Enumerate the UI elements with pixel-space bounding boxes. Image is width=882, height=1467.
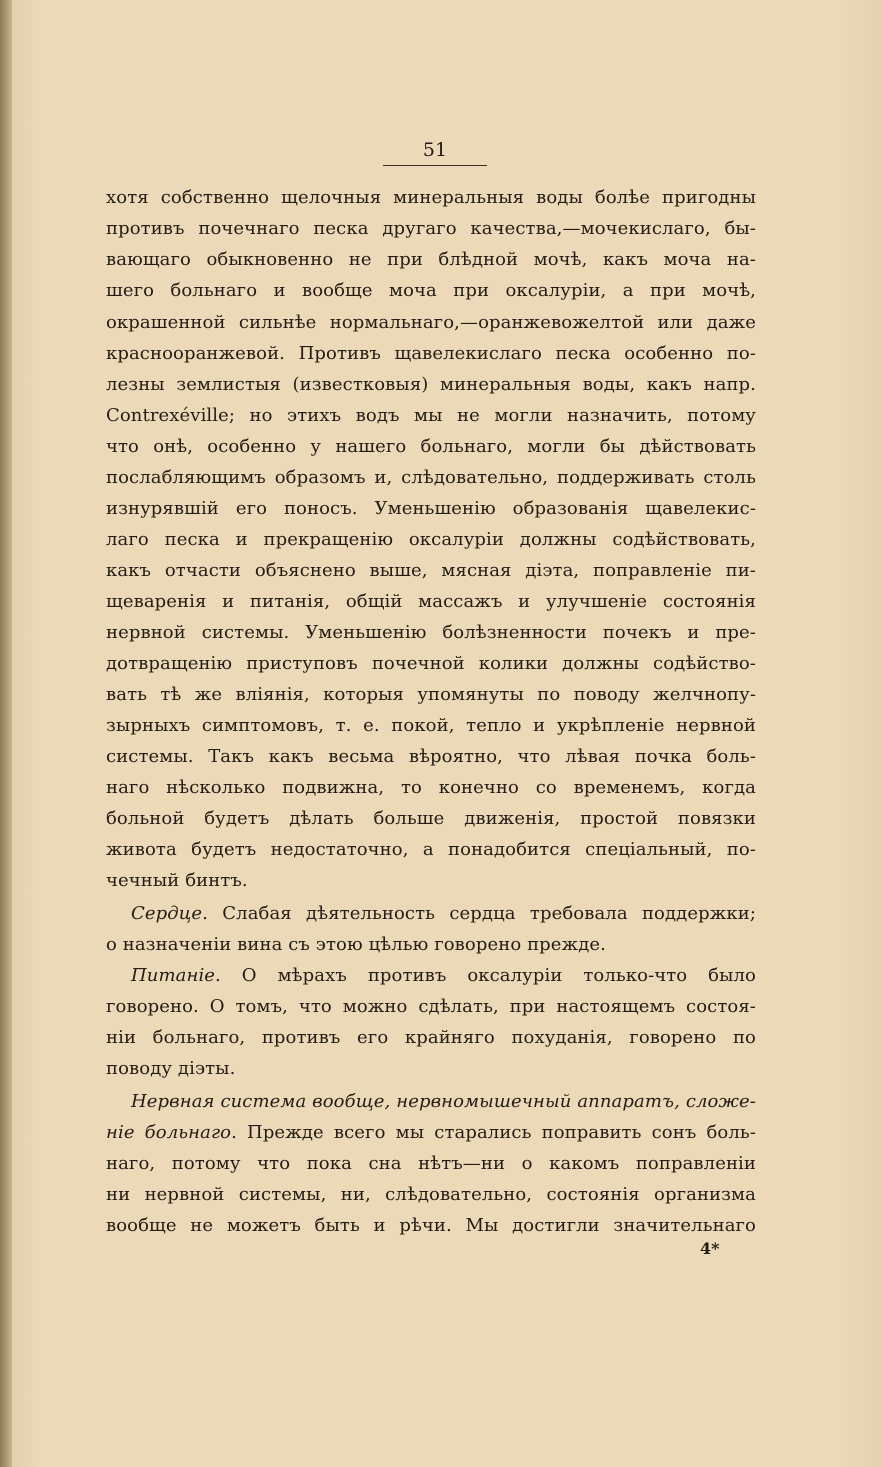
text-line: наго, потому что пока сна нѣтъ—ни о какомъ поправленіи <box>106 1153 756 1174</box>
text-line: больной будетъ дѣлать больше движенія, простой повязки <box>106 808 756 829</box>
text-line: о назначеніи вина съ этою цѣлью говорено прежде. <box>106 934 606 955</box>
page-gutter-shadow <box>0 0 12 1467</box>
text-line: Питаніе. О мѣрахъ противъ оксалуріи только-что было <box>131 965 756 986</box>
text-line <box>131 1086 756 1117</box>
text-line: ни нервной системы, ни, слѣдовательно, состоянія организма <box>106 1184 756 1205</box>
text-line: изнурявшій его поносъ. Уменьшенію образованія щавелекис- <box>106 498 756 519</box>
text-line: щеваренія и питанія, общій массажъ и улучшеніе состоянія <box>106 591 756 612</box>
text-line: противъ почечнаго песка другаго качества,—мочекислаго, бы- <box>106 218 756 239</box>
text-line: живота будетъ недостаточно, а понадобится спеціальный, по- <box>106 839 756 860</box>
section-heading: Сердце. <box>131 903 208 924</box>
text-line: ніе больнаго. Прежде всего мы старались поправить сонъ боль- <box>106 1122 756 1143</box>
text-line: дотвращенію приступовъ почечной колики должны содѣйство- <box>106 653 756 674</box>
text-line: хотя собственно щелочныя минеральныя воды болѣе пригодны <box>106 187 756 208</box>
text-line: какъ отчасти объяснено выше, мясная діэта, поправленіе пи- <box>106 560 756 581</box>
section-heading: Питаніе. <box>131 965 221 986</box>
text-line: вать тѣ же вліянія, которыя упомянуты по поводу желчнопу- <box>106 684 756 705</box>
text-line: лезны землистыя (известковыя) минеральныя воды, какъ напр. <box>106 374 756 395</box>
text-line: послабляющимъ образомъ и, слѣдовательно, поддерживать столь <box>106 467 756 488</box>
page-number: 51 <box>422 139 448 161</box>
text-line: системы. Такъ какъ весьма вѣроятно, что лѣвая почка боль- <box>106 746 756 767</box>
text-line: говорено. О томъ, что можно сдѣлать, при настоящемъ состоя- <box>106 996 756 1017</box>
text-line: Contrexéville; но этихъ водъ мы не могли назначить, потому <box>106 405 756 426</box>
page-number-rule <box>383 165 487 166</box>
text-line: Сердце. Слабая дѣятельность сердца требовала поддержки; <box>131 903 756 924</box>
text-line: что онѣ, особенно у нашего больнаго, могли бы дѣйствовать <box>106 436 756 457</box>
text-line: поводу діэты. <box>106 1058 236 1079</box>
text-line: окрашенной сильнѣе нормальнаго,—оранжевожелтой или даже <box>106 312 756 333</box>
section-heading: Нервная система вообще, нервномышечный аппаратъ, сложе- <box>131 1091 756 1112</box>
text-line: зырныхъ симптомовъ, т. е. покой, тепло и укрѣпленіе нервной <box>106 715 756 736</box>
text-line: вообще не можетъ быть и рѣчи. Мы достигли значительнаго <box>106 1215 756 1236</box>
text-line: шего больнаго и вообще моча при оксалуріи, а при мочѣ, <box>106 280 756 301</box>
signature-mark: 4* <box>700 1239 720 1258</box>
text-line: лаго песка и прекращенію оксалуріи должны содѣйствовать, <box>106 529 756 550</box>
text-line: вающаго обыкновенно не при блѣдной мочѣ, какъ моча на- <box>106 249 756 270</box>
section-heading: ніе больнаго. <box>106 1122 237 1143</box>
text-line: нервной системы. Уменьшенію болѣзненности почекъ и пре- <box>106 622 756 643</box>
text-line: чечный бинтъ. <box>106 870 248 891</box>
text-line: краснооранжевой. Противъ щавелекислаго песка особенно по- <box>106 343 756 364</box>
text-line: ніи больнаго, противъ его крайняго похуданія, говорено по <box>106 1027 756 1048</box>
text-line: наго нѣсколько подвижна, то конечно со временемъ, когда <box>106 777 756 798</box>
